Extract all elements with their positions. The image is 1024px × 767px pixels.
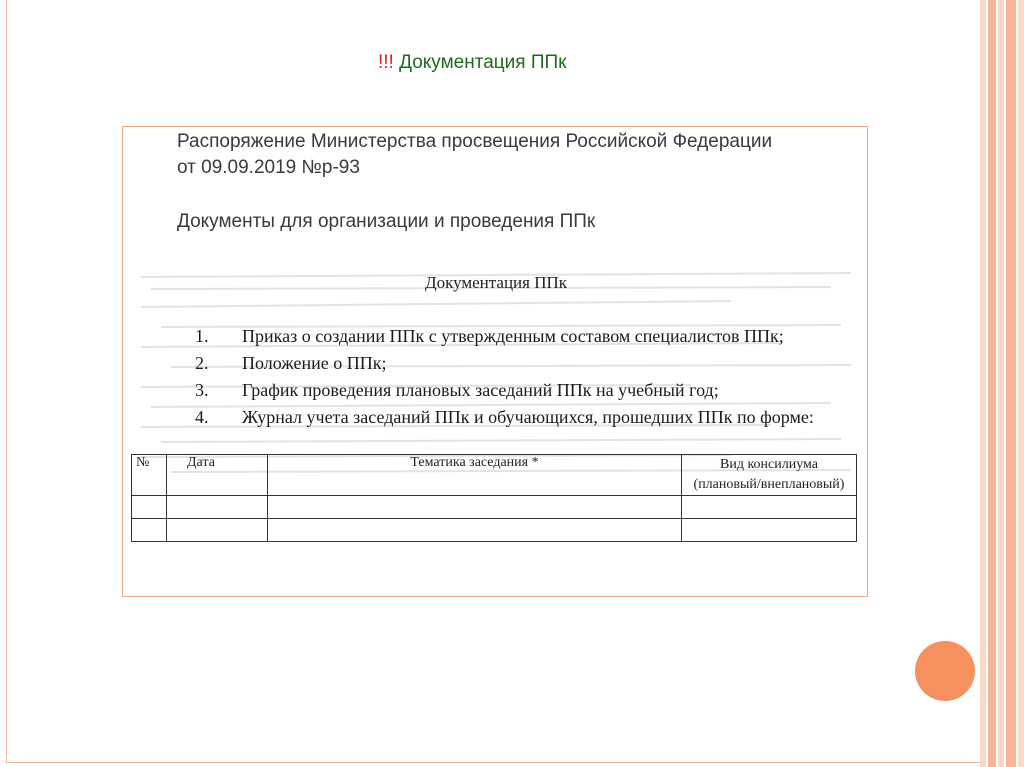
table-row <box>132 519 857 542</box>
list-item-text: Положение о ППк; <box>242 353 387 373</box>
column-header-kind <box>682 455 857 496</box>
decorative-stripes <box>980 0 1024 767</box>
scanned-document <box>122 126 868 597</box>
column-header-kind-line2: (плановый/внеплановый) <box>693 477 845 492</box>
table-header-row <box>132 455 857 496</box>
meeting-log-table <box>131 454 857 542</box>
list-item <box>195 404 814 431</box>
table-row <box>132 496 857 519</box>
decorative-circle <box>915 641 975 701</box>
slide-title <box>378 52 566 74</box>
list-item-number: 4. <box>195 407 209 427</box>
title-text: Документация ППк <box>393 52 567 73</box>
column-header-date: Дата <box>167 455 268 496</box>
documents-heading: Документы для организации и проведения ППк <box>177 211 596 232</box>
documents-list <box>195 323 814 431</box>
list-item <box>195 377 814 404</box>
list-item <box>195 350 814 377</box>
list-item-number: 3. <box>195 380 209 400</box>
list-item-number: 2. <box>195 353 209 373</box>
column-header-kind-line1: Вид консилиума <box>719 457 818 472</box>
order-title: Распоряжение Министерства просвещения Российской Федерации <box>177 131 773 152</box>
column-header-number: № <box>132 455 167 496</box>
list-item-text: Журнал учета заседаний ППк и обучающихся, прошедших ППк по форме: <box>242 407 814 427</box>
list-item-text: График проведения плановых заседаний ППк на учебный год; <box>242 380 719 400</box>
list-item-text: Приказ о создании ППк с утвержденным составом специалистов ППк; <box>242 326 784 346</box>
order-date: от 09.09.2019 №р-93 <box>177 157 360 178</box>
column-header-theme: Тематика заседания * <box>268 455 682 496</box>
list-item-number: 1. <box>195 326 209 346</box>
title-exclamation: !!! <box>378 52 394 73</box>
list-item <box>195 323 814 350</box>
section-title: Документация ППк <box>424 273 568 292</box>
